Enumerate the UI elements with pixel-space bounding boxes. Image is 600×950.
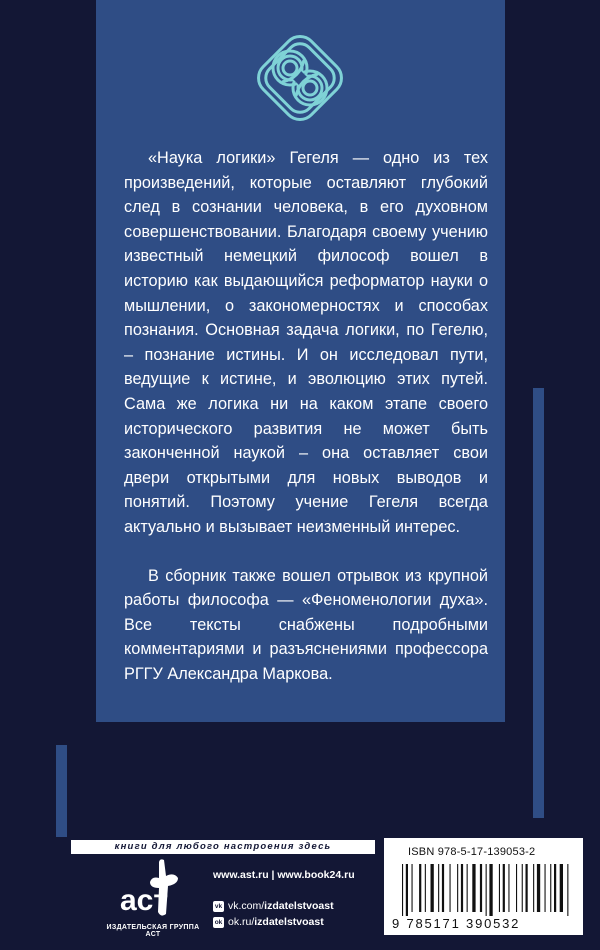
barcode-bar [467,864,468,912]
isbn-barcode-box [384,838,583,935]
description-paragraph-2: В сборник также вошел отрывок из крупной работы философа — «Феноменологии духа». Все тексты снабжены подробными комментариями и разъяснениями профессора РГГУ Александра Маркова. [124,566,488,683]
barcode-bar [402,864,403,916]
barcode-bar [489,864,492,916]
barcode-bar [472,864,475,912]
barcode-digits: 9 785171 390532 [392,916,521,931]
barcode-bar [486,864,487,916]
website-links[interactable]: www.ast.ru | www.book24.ru [213,869,355,881]
barcode-bar [533,864,534,912]
barcode-bar [431,864,434,912]
publisher-links [213,868,355,931]
barcode-bar [508,864,509,912]
barcode-bar [412,864,413,912]
barcode-bar [522,864,523,912]
publisher-caption: ИЗДАТЕЛЬСКАЯ ГРУППА АСТ [106,924,200,938]
ok-link-prefix: ok.ru/ [228,916,255,928]
ok-link-handle: izdatelstvoast [254,916,324,928]
description-paragraph-1: «Наука логики» Гегеля — одно из тех произведений, которые оставляют глубокий след в сознании человека, в его духовном совершенствовании. Благодаря своему учению известный немецкий философ вошел в историю как выдающийся реформатор науки о мышлении, о закономерностях и способах познания. Основная задача логики, по Гегелю, – познание истины. И он исследовал пути, ведущие к истине, и эволюцию этих путей. Сама же логика ни на каком этапе своего исторического развития не может быть законченной наукой – она оставляет свои двери открытыми для новых выводов и понятий. Поэтому учение Гегеля всегда актуально и вызывает неизменный интерес. [124,149,488,536]
description-text [124,146,488,686]
isbn-label: ISBN 978-5-17-139053-2 [408,846,536,858]
barcode-bar [526,864,528,912]
odnoklassniki-icon: ok [214,918,223,926]
decorative-stripe-right [533,388,544,818]
barcode-bar [480,864,482,912]
barcode-bar [545,864,546,912]
barcode-bar [554,864,556,912]
barcode-bar [537,864,540,912]
barcode-bar [450,864,451,912]
barcode-bar [516,864,517,912]
barcode-bar [503,864,505,912]
ast-publisher-logo [116,858,194,920]
barcode-bar [499,864,500,912]
barcode-bar [406,864,408,916]
ast-logo-text: аст [120,884,169,917]
barcode-bar [567,864,568,916]
vk-link[interactable] [213,899,355,913]
ok-link[interactable] [213,915,355,929]
vk-link-prefix: vk.com/ [228,900,265,912]
barcode-bar [419,864,421,912]
vk-icon: vk [214,902,223,910]
barcode [402,864,570,916]
publisher-slogan: книги для любого настроения здесь [71,840,375,854]
barcode-bar [550,864,551,912]
barcode-bar [442,864,444,912]
barcode-bar [461,864,463,912]
barcode-bar [457,864,458,912]
barcode-bar [560,864,563,912]
barcode-bar [425,864,426,912]
decorative-stripe-left [56,745,67,837]
vk-link-handle: izdatelstvoast [264,900,334,912]
infinity-knot-emblem-icon [252,30,348,126]
barcode-bar [438,864,439,912]
